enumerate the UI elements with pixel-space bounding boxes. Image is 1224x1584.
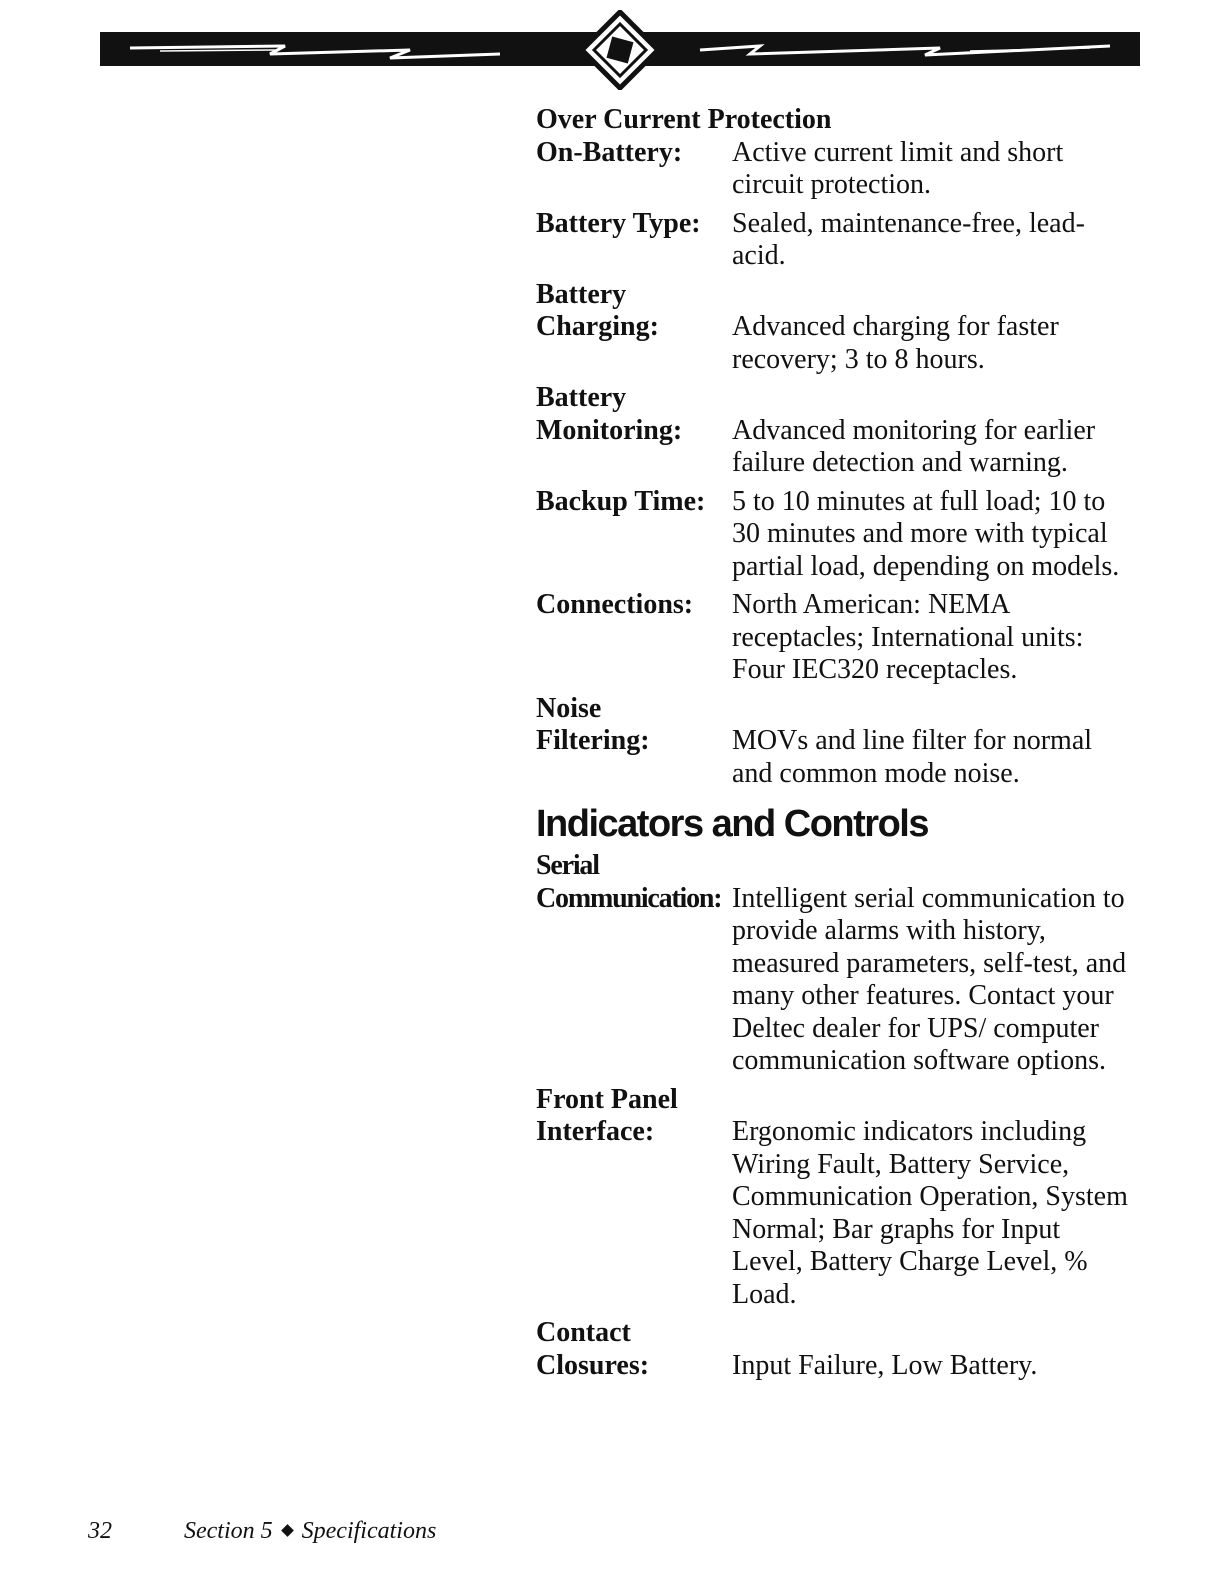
spec-content bbox=[536, 104, 1136, 1382]
spec-label-line1: Serial bbox=[536, 850, 599, 881]
spec-value: Active current limit and short circuit protection. bbox=[732, 136, 1064, 200]
spec-label-line2: Filtering: bbox=[536, 725, 650, 756]
spec-label: Connections: bbox=[536, 589, 694, 620]
spec-value: Sealed, maintenance-free, lead-acid. bbox=[732, 207, 1085, 271]
spec-row-contact-closures bbox=[536, 1317, 1136, 1382]
spec-label-line1: Noise bbox=[536, 692, 602, 724]
spec-label bbox=[536, 1084, 732, 1312]
spec-row-on-battery bbox=[536, 137, 1136, 202]
spec-value: Intelligent serial communication to provide alarms with history, measured parameters, self-test, and many other features. Contact your Deltec dealer for UPS/ computer communication software options. bbox=[732, 882, 1127, 1076]
spec-label-line1: Battery bbox=[536, 278, 627, 310]
spec-label-line2: Monitoring: bbox=[536, 414, 683, 446]
diamond-bullet-icon bbox=[281, 1524, 294, 1537]
spec-label-line1: Contact bbox=[536, 1317, 631, 1348]
spec-label-line1: Battery bbox=[536, 382, 627, 413]
spec-row-battery-charging bbox=[536, 279, 1136, 377]
spec-row-serial-communication bbox=[536, 850, 1136, 1078]
spec-value: Input Failure, Low Battery. bbox=[732, 1349, 1038, 1381]
spec-label bbox=[536, 850, 732, 1078]
spec-label bbox=[536, 1317, 732, 1382]
spec-row-connections bbox=[536, 589, 1136, 687]
spec-label-line2: Interface: bbox=[536, 1116, 655, 1147]
spec-value: Advanced monitoring for earlier failure detection and warning. bbox=[732, 414, 1096, 478]
spec-row-noise-filtering bbox=[536, 693, 1136, 791]
spec-label-line1: Front Panel bbox=[536, 1083, 678, 1115]
spec-row-battery-type bbox=[536, 208, 1136, 273]
spec-row-front-panel-interface bbox=[536, 1084, 1136, 1312]
lightning-bolt-banner-icon bbox=[100, 10, 1140, 90]
overcurrent-heading: Over Current Protection bbox=[536, 104, 832, 135]
spec-label bbox=[536, 279, 732, 377]
spec-row-battery-monitoring bbox=[536, 382, 1136, 480]
spec-value: 5 to 10 minutes at full load; 10 to 30 minutes and more with typical partial load, depending on models. bbox=[732, 485, 1120, 582]
spec-label-line2: Charging: bbox=[536, 311, 659, 342]
spec-label-line2: Closures: bbox=[536, 1349, 650, 1381]
spec-label: Battery Type: bbox=[536, 207, 701, 239]
spec-value: Ergonomic indicators including Wiring Fault, Battery Service, Communication Operation, System Normal; Bar graphs for Input Level, Battery Charge Level, % Load. bbox=[732, 1116, 1128, 1310]
spec-value: MOVs and line filter for normal and common mode noise. bbox=[732, 725, 1093, 789]
spec-label: On-Battery: bbox=[536, 136, 683, 168]
footer-section: Section 5 bbox=[184, 1518, 273, 1544]
section-title: Indicators and Controls bbox=[536, 803, 928, 845]
spec-row-backup-time bbox=[536, 486, 1136, 584]
spec-label bbox=[536, 382, 732, 480]
page-footer bbox=[88, 1518, 436, 1545]
spec-label: Backup Time: bbox=[536, 485, 706, 517]
spec-label-line2: Communication: bbox=[536, 882, 722, 914]
footer-title: Specifications bbox=[301, 1518, 437, 1544]
spec-value: North American: NEMA receptacles; International units: Four IEC320 receptacles. bbox=[732, 589, 1084, 685]
spec-label bbox=[536, 693, 732, 791]
spec-value: Advanced charging for faster recovery; 3 to 8 hours. bbox=[732, 311, 1059, 375]
page-number: 32 bbox=[88, 1518, 112, 1544]
